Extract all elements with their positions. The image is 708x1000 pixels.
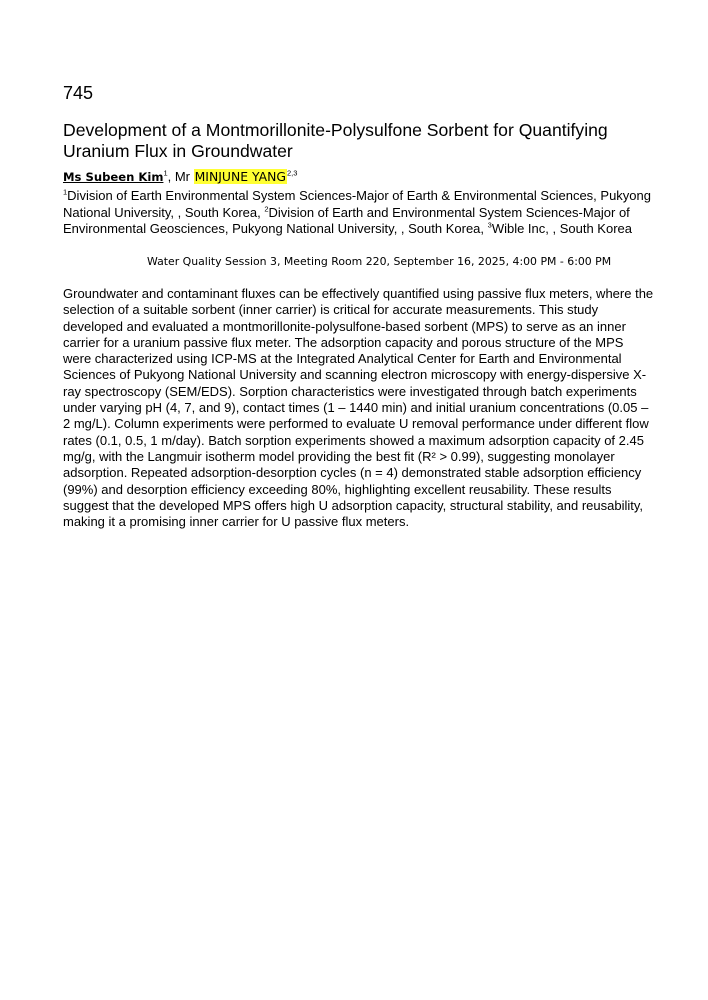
- abstract-title: Development of a Montmorillonite-Polysulfone Sorbent for Quantifying Uranium Flux in Groundwater: [63, 120, 608, 161]
- session-info: Water Quality Session 3, Meeting Room 220, September 16, 2025, 4:00 PM - 6:00 PM: [147, 255, 612, 268]
- presenting-author: Ms Subeen Kim: [63, 170, 164, 184]
- author-line: [63, 169, 297, 185]
- affiliation-3: Wible Inc, , South Korea: [491, 221, 632, 237]
- abstract-body: Groundwater and contaminant fluxes can be effectively quantified using passive flux meters, where the selection of a suitable sorbent (inner carrier) is critical for accurate measurements. This study developed and evaluated a montmorillonite-polysulfone-based sorbent (MPS) to serve as an inner carrier for a uranium passive flux meter. The adsorption capacity and porous structure of the MPS were characterized using ICP-MS at the Integrated Analytical Center for Earth and Environmental Sciences of Pukyong National University and scanning electron microscopy with energy-dispersive X-ray spectroscopy (SEM/EDS). Sorption characteristics were investigated through batch experiments under varying pH (4, 7, and 9), contact times (1 – 1440 min) and initial uranium concentrations (0.05 – 2 mg/L). Column experiments were performed to evaluate U removal performance under different flow rates (0.1, 0.5, 1 m/day). Batch sorption experiments showed a maximum adsorption capacity of 2.45 mg/g, with the Langmuir isotherm model providing the best fit (R² > 0.99), suggesting monolayer adsorption. Repeated adsorption-desorption cycles (n = 4) demonstrated stable adsorption efficiency (99%) and desorption efficiency exceeding 80%, highlighting excellent reusability. These results suggest that the developed MPS offers high U adsorption capacity, structural stability, and reusability, making it a promising inner carrier for U passive flux meters.: [63, 286, 654, 530]
- author-separator: , Mr: [167, 169, 194, 184]
- author-affiliation-marker: 2,3: [286, 168, 298, 178]
- affiliation-marker: 1: [63, 187, 68, 197]
- affiliations: [63, 188, 653, 238]
- highlighted-author: MINJUNE YANG: [194, 169, 286, 184]
- affiliation-2: Division of Earth and Environmental System Sciences-Major of Environmental Geosciences, Pukyong National University, , South Korea,: [63, 204, 630, 237]
- affiliation-1: Division of Earth Environmental System Sciences-Major of Earth & Environmental Sciences, Pukyong National University, , South Korea,: [63, 188, 651, 220]
- author-affiliation-marker: 1: [163, 168, 168, 178]
- affiliation-marker: 2: [264, 204, 269, 214]
- abstract-number: 745: [63, 83, 94, 103]
- affiliation-marker: 3: [487, 220, 492, 230]
